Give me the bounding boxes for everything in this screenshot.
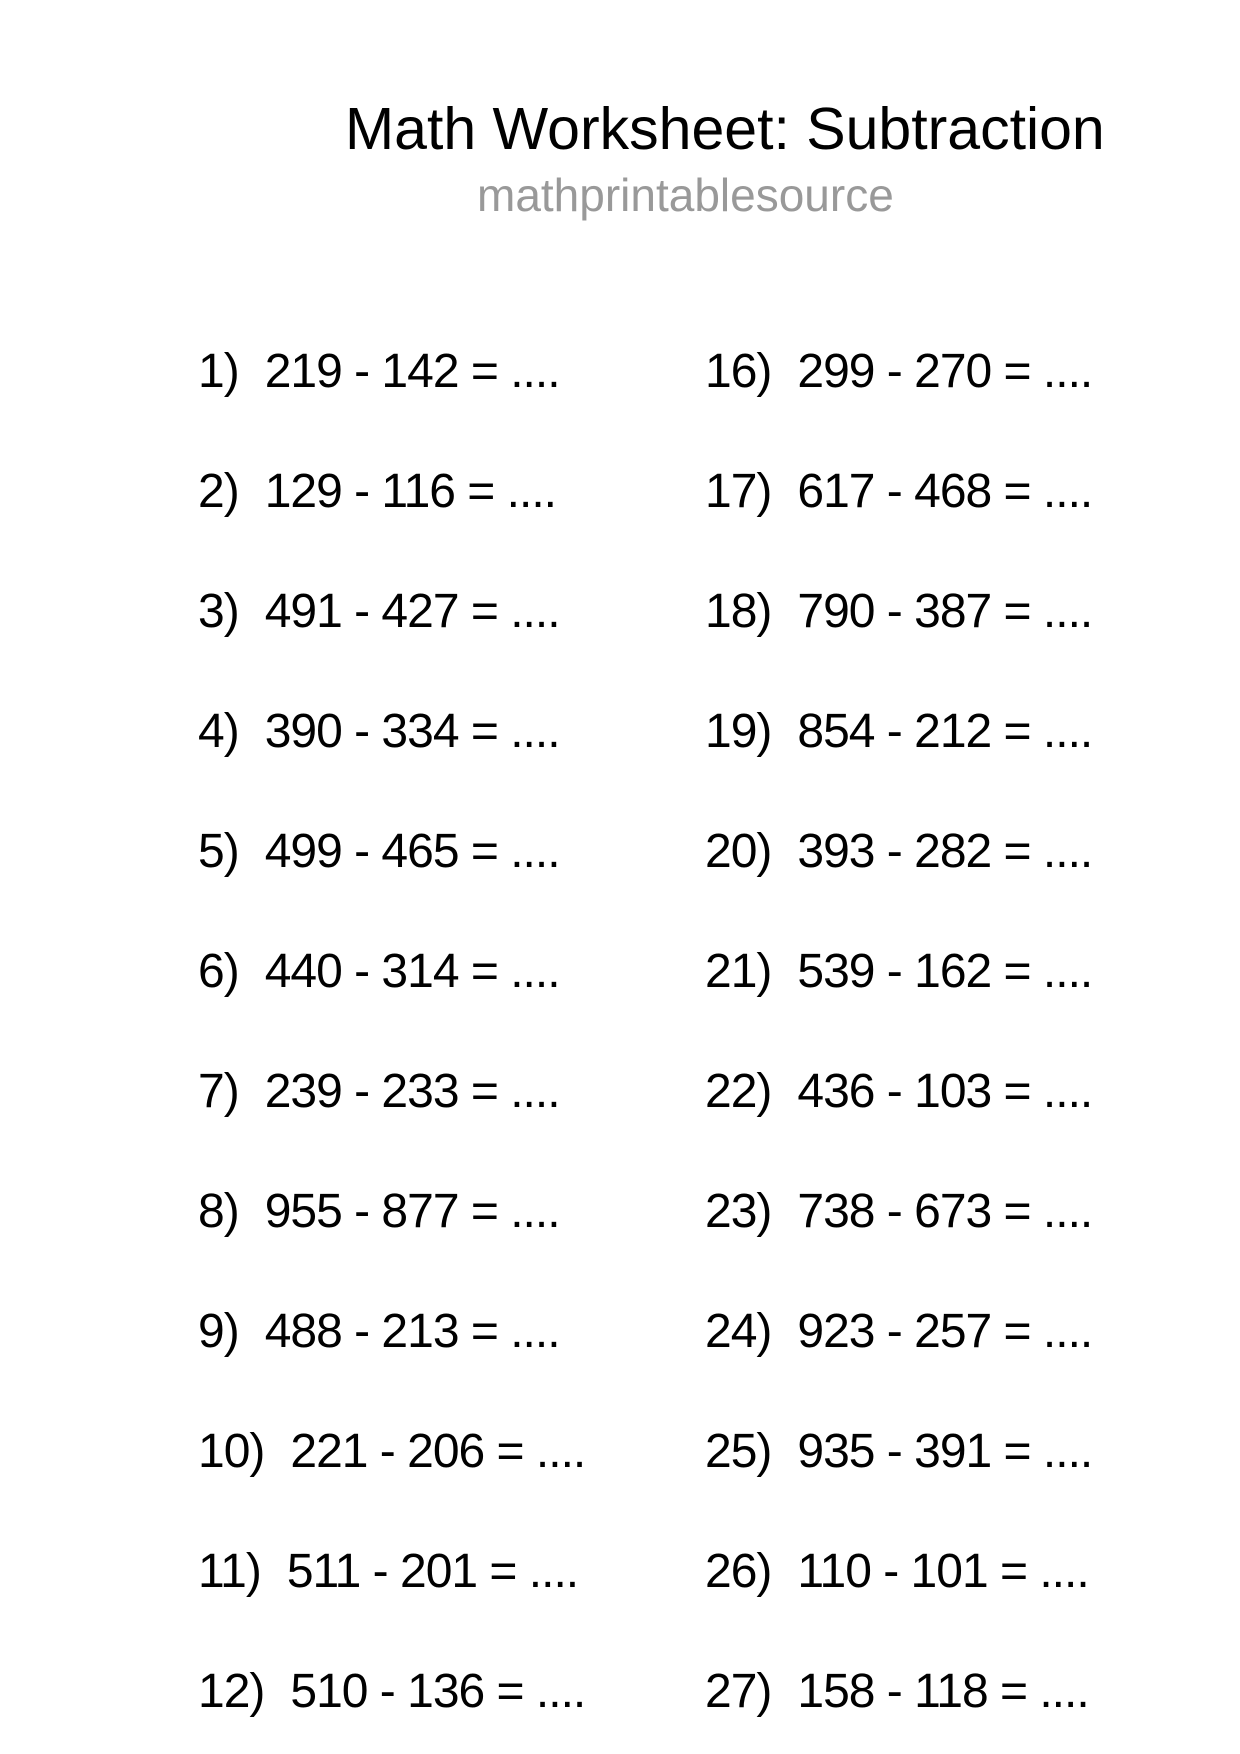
problem-expression: 110 - 101 = .... [797, 1545, 1089, 1598]
problem-number: 19) [705, 705, 772, 758]
problem-expression: 221 - 206 = .... [290, 1425, 586, 1478]
problem-item [705, 1300, 1092, 1420]
problem-expression: 129 - 116 = .... [264, 465, 556, 518]
problem-number: 22) [705, 1065, 772, 1118]
problem-number: 3) [198, 585, 239, 638]
problem-item [198, 580, 705, 700]
problem-expression: 923 - 257 = .... [797, 1305, 1093, 1358]
problem-number: 7) [198, 1065, 239, 1118]
problem-item [198, 940, 705, 1060]
problem-number: 9) [198, 1305, 239, 1358]
problem-expression: 491 - 427 = .... [264, 585, 560, 638]
problem-expression: 239 - 233 = .... [264, 1065, 560, 1118]
problem-item [198, 700, 705, 820]
problem-item [198, 460, 705, 580]
problem-expression: 299 - 270 = .... [797, 345, 1093, 398]
problem-expression: 854 - 212 = .... [797, 705, 1093, 758]
problem-expression: 440 - 314 = .... [264, 945, 560, 998]
problem-number: 27) [705, 1665, 772, 1718]
problem-number: 2) [198, 465, 239, 518]
problem-expression: 617 - 468 = .... [797, 465, 1093, 518]
problem-item [705, 460, 1092, 580]
problem-expression: 790 - 387 = .... [797, 585, 1093, 638]
problem-item [198, 1660, 705, 1754]
problem-item [705, 1420, 1092, 1540]
problem-expression: 488 - 213 = .... [264, 1305, 560, 1358]
worksheet-title: Math Worksheet: Subtraction [345, 96, 1105, 162]
problem-item [705, 580, 1092, 700]
problem-number: 25) [705, 1425, 772, 1478]
problem-item [705, 940, 1092, 1060]
problem-item [198, 1180, 705, 1300]
problem-item [198, 1540, 705, 1660]
problem-number: 17) [705, 465, 772, 518]
problem-number: 26) [705, 1545, 772, 1598]
problem-item [705, 340, 1092, 460]
problem-item [705, 700, 1092, 820]
problem-expression: 390 - 334 = .... [264, 705, 560, 758]
problem-expression: 510 - 136 = .... [290, 1665, 586, 1718]
problem-number: 16) [705, 345, 772, 398]
problem-item [705, 820, 1092, 940]
problem-number: 18) [705, 585, 772, 638]
problem-item [198, 1060, 705, 1180]
problem-expression: 499 - 465 = .... [264, 825, 560, 878]
problem-number: 5) [198, 825, 239, 878]
problem-item [705, 1540, 1092, 1660]
problem-item [198, 340, 705, 460]
problem-expression: 436 - 103 = .... [797, 1065, 1093, 1118]
problem-number: 8) [198, 1185, 239, 1238]
problem-expression: 935 - 391 = .... [797, 1425, 1093, 1478]
problem-item [198, 1420, 705, 1540]
problem-expression: 393 - 282 = .... [797, 825, 1093, 878]
problem-item [198, 1300, 705, 1420]
problem-number: 10) [198, 1425, 265, 1478]
problem-number: 24) [705, 1305, 772, 1358]
problem-item [705, 1180, 1092, 1300]
problem-expression: 511 - 201 = .... [286, 1545, 579, 1598]
problem-number: 23) [705, 1185, 772, 1238]
problem-expression: 955 - 877 = .... [264, 1185, 560, 1238]
problem-item [705, 1660, 1092, 1754]
problem-expression: 158 - 118 = .... [797, 1665, 1089, 1718]
problem-number: 4) [198, 705, 239, 758]
problem-item [198, 820, 705, 940]
problem-number: 12) [198, 1665, 265, 1718]
problem-number: 21) [705, 945, 772, 998]
problems-grid [198, 340, 1092, 1754]
problem-expression: 539 - 162 = .... [797, 945, 1093, 998]
problem-number: 1) [198, 345, 239, 398]
problem-item [705, 1060, 1092, 1180]
worksheet-source: mathprintablesource [477, 169, 894, 221]
problem-number: 20) [705, 825, 772, 878]
problem-number: 11) [198, 1545, 261, 1598]
problem-expression: 738 - 673 = .... [797, 1185, 1093, 1238]
problem-expression: 219 - 142 = .... [264, 345, 560, 398]
problem-number: 6) [198, 945, 239, 998]
